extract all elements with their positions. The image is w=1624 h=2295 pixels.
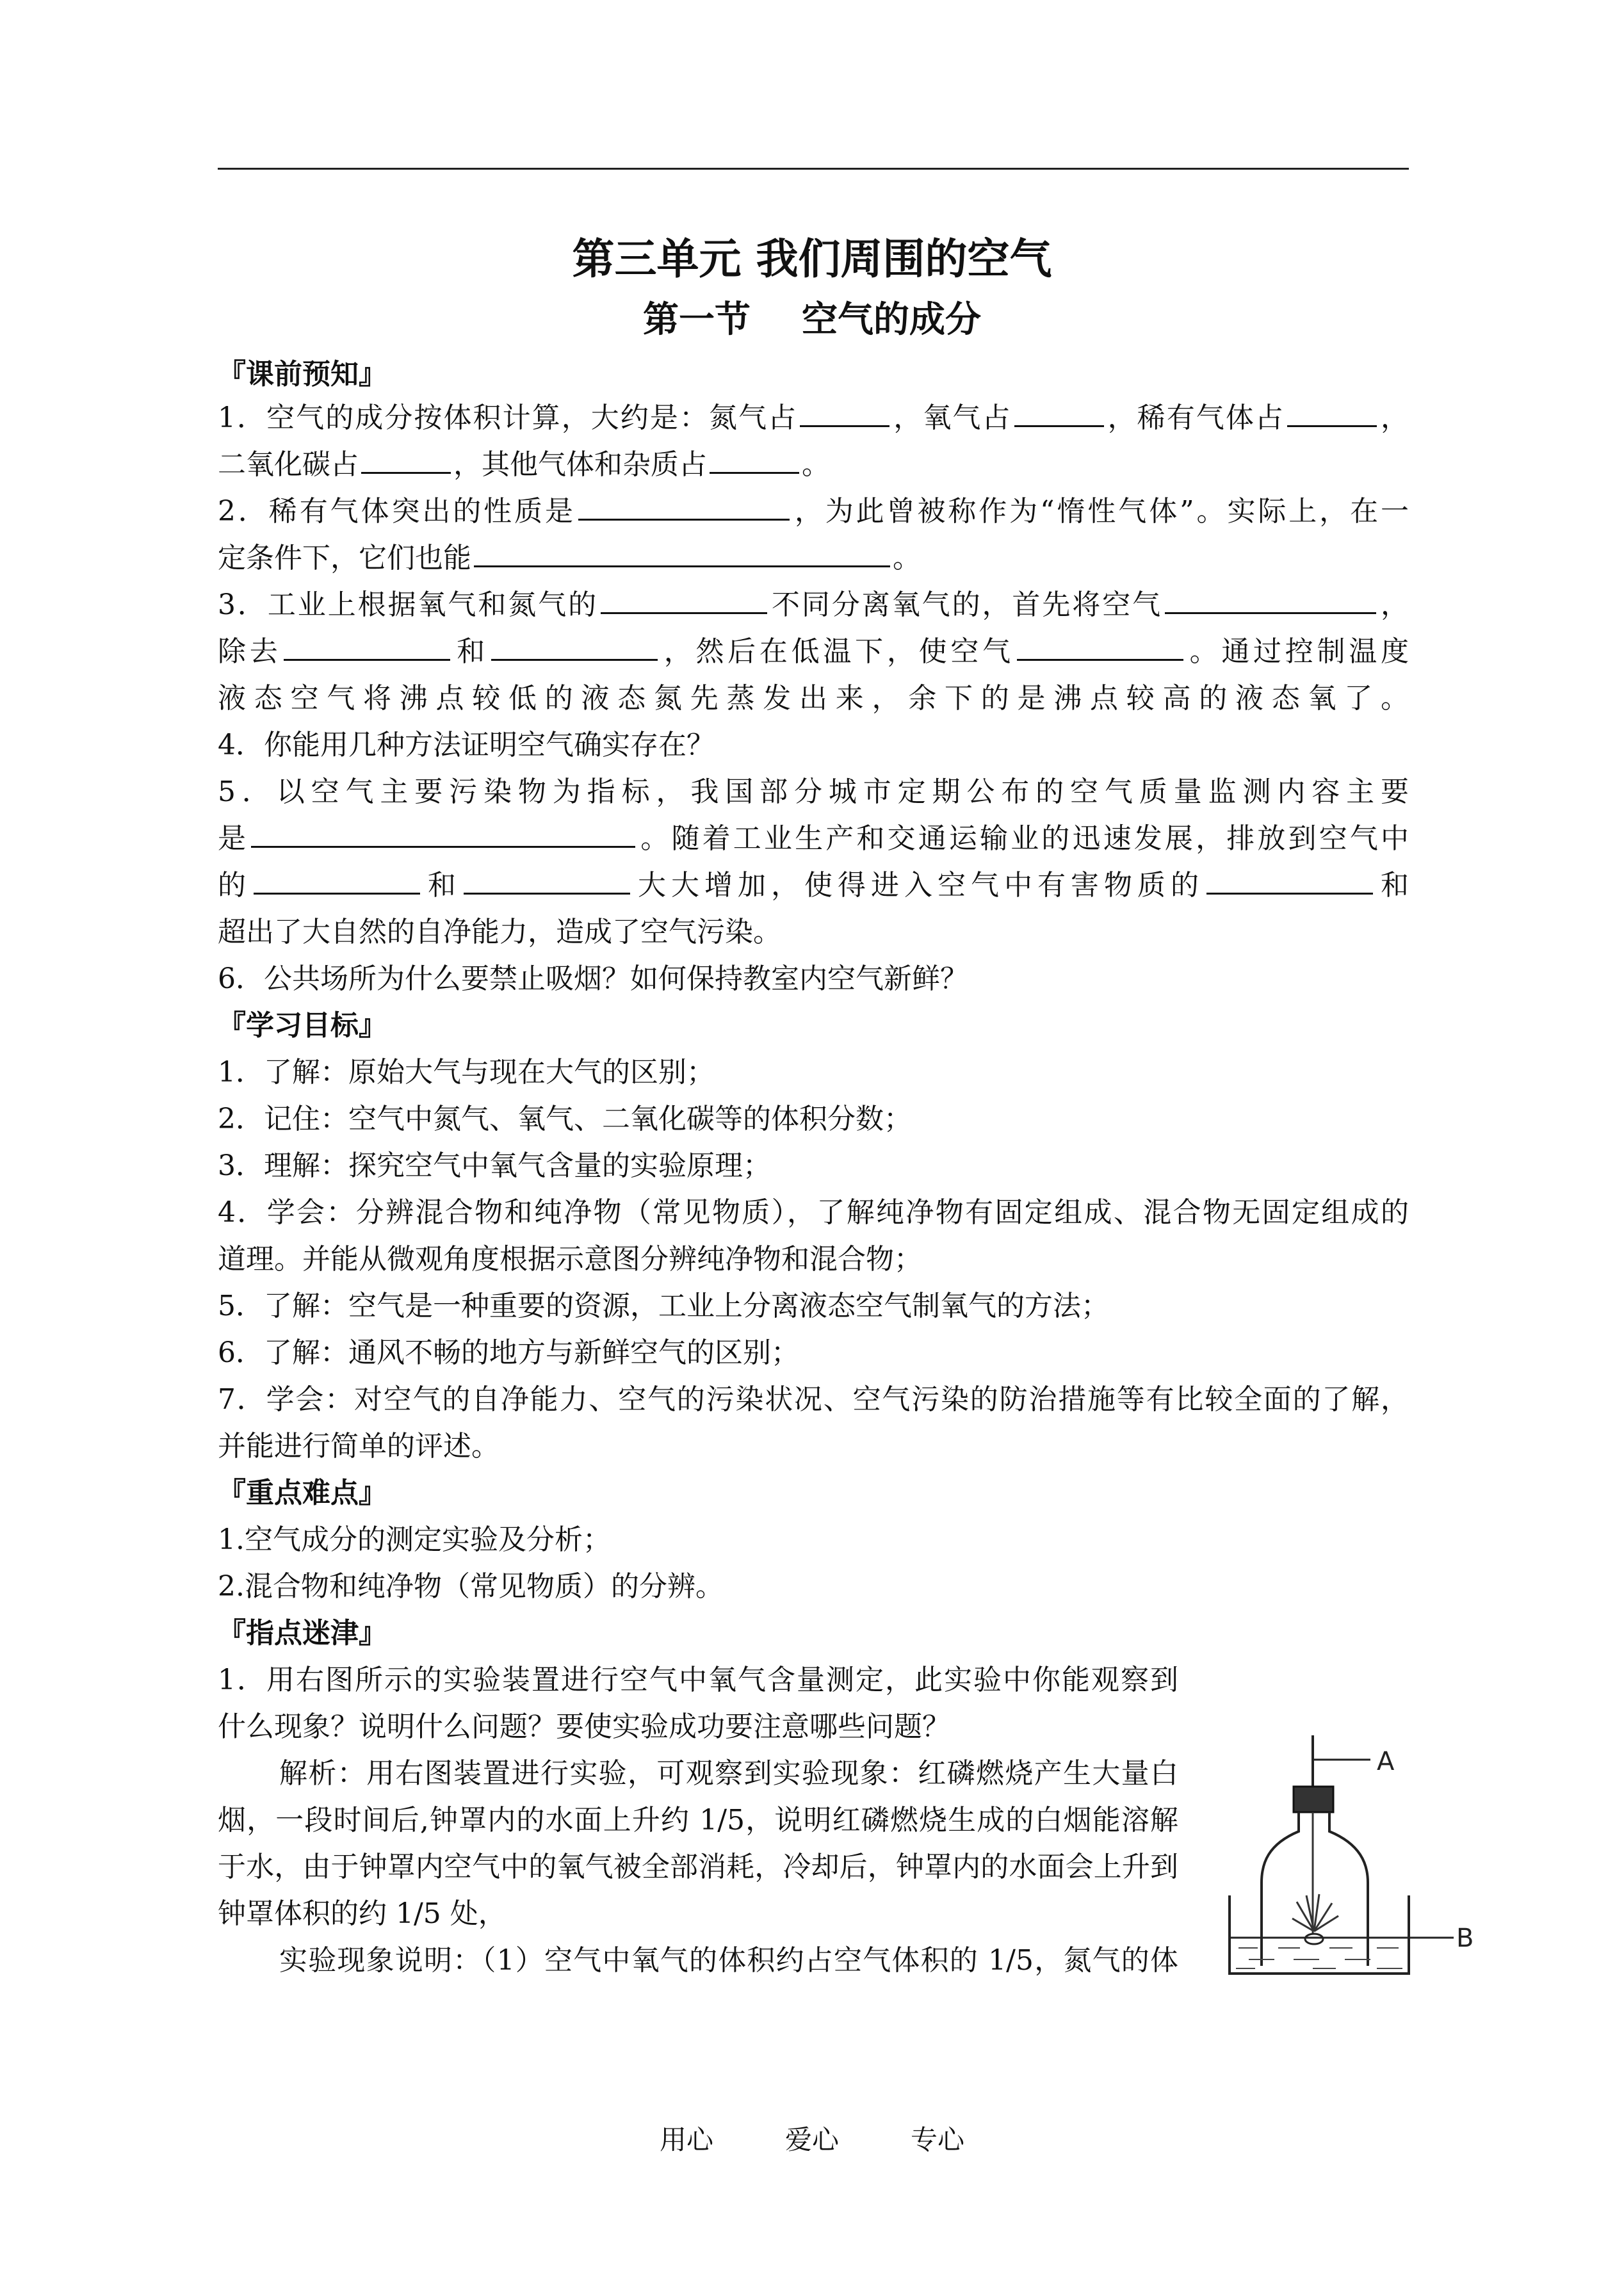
analysis-line-3: 于水，由于钟罩内空气中的氧气被全部消耗，冷却后，钟罩内的水面会上升到 bbox=[218, 1851, 1178, 1883]
fill-blank bbox=[491, 658, 658, 661]
analysis-line-2: 烟，一段时间后,钟罩内的水面上升约 1/5，说明红磷燃烧生成的白烟能溶解 bbox=[218, 1804, 1178, 1837]
fill-blank bbox=[361, 471, 451, 474]
footer-motto-3: 专心 bbox=[911, 2124, 965, 2155]
figure-label-a: A bbox=[1377, 1747, 1395, 1776]
fill-blank bbox=[601, 612, 767, 614]
heading-preview: 『课前预知』 bbox=[218, 358, 387, 391]
question-5-line-3: 的 和 大大增加，使得进入空气中有害物质的 和 bbox=[218, 869, 1409, 902]
question-3-line-2: 除去 和 ，然后在低温下，使空气 。通过控制温度 bbox=[218, 635, 1409, 668]
question-2-line-2: 定条件下，它们也能 。 bbox=[218, 542, 921, 574]
question-4: 4．你能用几种方法证明空气确实存在？ bbox=[218, 729, 715, 761]
heading-guide: 『指点迷津』 bbox=[218, 1617, 387, 1650]
question-5-line-4: 超出了大自然的自净能力，造成了空气污染。 bbox=[218, 916, 781, 948]
section-number: 第一节 bbox=[643, 299, 751, 341]
question-5-line-1: 5．以空气主要污染物为指标，我国部分城市定期公布的空气质量监测内容主要 bbox=[218, 775, 1409, 808]
figure-label-b: B bbox=[1456, 1924, 1474, 1953]
section-title bbox=[0, 296, 1624, 345]
guide-question-line-2: 什么现象？说明什么问题？要使实验成功要注意哪些问题？ bbox=[218, 1710, 950, 1743]
question-3-line-3: 液态空气将沸点较低的液态氮先蒸发出来，余下的是沸点较高的液态氧了。 bbox=[218, 682, 1409, 715]
goal-1: 1．了解：原始大气与现在大气的区别； bbox=[218, 1056, 715, 1089]
footer-motto-1: 用心 bbox=[659, 2124, 713, 2155]
fill-blank bbox=[464, 892, 630, 895]
goal-3: 3．理解：探究空气中氧气含量的实验原理； bbox=[218, 1149, 771, 1182]
fill-blank bbox=[1287, 425, 1377, 427]
fill-blank bbox=[284, 658, 450, 661]
guide-question-line-1: 1．用右图所示的实验装置进行空气中氧气含量测定，此实验中你能观察到 bbox=[218, 1664, 1178, 1696]
fill-blank bbox=[710, 471, 799, 474]
goal-5: 5．了解：空气是一种重要的资源，工业上分离液态空气制氧气的方法； bbox=[218, 1290, 1109, 1322]
analysis-line-1: 解析：用右图装置进行实验，可观察到实验现象：红磷燃烧产生大量白 bbox=[279, 1757, 1178, 1790]
fill-blank bbox=[251, 845, 635, 848]
explanation-line-1: 实验现象说明：（1）空气中氧气的体积约占空气体积的 1/5，氮气的体 bbox=[279, 1944, 1178, 1977]
bell-jar-apparatus-figure bbox=[1217, 1723, 1486, 1979]
heading-goals: 『学习目标』 bbox=[218, 1009, 387, 1042]
goal-7-line-2: 并能进行简单的评述。 bbox=[218, 1430, 499, 1463]
fill-blank bbox=[254, 892, 420, 895]
footer-motto-2: 爱心 bbox=[784, 2124, 839, 2155]
page-title: 第三单元 我们周围的空气 bbox=[572, 234, 1052, 284]
question-5-line-2: 是 。随着工业生产和交通运输业的迅速发展，排放到空气中 bbox=[218, 822, 1409, 855]
section-name: 空气的成分 bbox=[802, 299, 981, 341]
fill-blank bbox=[800, 425, 889, 427]
goal-7-line-1: 7．学会：对空气的自净能力、空气的污染状况、空气污染的防治措施等有比较全面的了解， bbox=[218, 1383, 1409, 1416]
fill-blank bbox=[1206, 892, 1373, 895]
page-footer bbox=[0, 2121, 1624, 2159]
fill-blank bbox=[1165, 612, 1376, 614]
question-6: 6．公共场所为什么要禁止吸烟？如何保持教室内空气新鲜？ bbox=[218, 962, 968, 995]
fill-blank bbox=[474, 565, 890, 567]
heading-keypoints: 『重点难点』 bbox=[218, 1477, 387, 1509]
goal-6: 6．了解：通风不畅的地方与新鲜空气的区别； bbox=[218, 1336, 799, 1369]
question-2-line-1: 2．稀有气体突出的性质是 ，为此曾被称作为“惰性气体”。实际上，在一 bbox=[218, 495, 1409, 528]
fill-blank bbox=[1017, 658, 1183, 661]
keypoint-1: 1.空气成分的测定实验及分析； bbox=[218, 1523, 611, 1556]
question-3-line-1: 3．工业上根据氧气和氮气的 不同分离氧气的，首先将空气 ， bbox=[218, 588, 1409, 621]
goal-2: 2．记住：空气中氮气、氧气、二氧化碳等的体积分数； bbox=[218, 1103, 912, 1135]
question-1-line-1: 1．空气的成分按体积计算，大约是：氮气占 ，氧气占 ，稀有气体占 ， bbox=[218, 401, 1409, 434]
fill-blank bbox=[1014, 425, 1104, 427]
goal-4-line-1: 4．学会：分辨混合物和纯净物（常见物质），了解纯净物有固定组成、混合物无固定组成的 bbox=[218, 1196, 1409, 1229]
goal-4-line-2: 道理。并能从微观角度根据示意图分辨纯净物和混合物； bbox=[218, 1243, 922, 1276]
analysis-line-4: 钟罩体积的约 1/5 处， bbox=[218, 1897, 507, 1930]
keypoint-2: 2.混合物和纯净物（常见物质）的分辨。 bbox=[218, 1570, 724, 1603]
fill-blank bbox=[578, 518, 790, 521]
top-rule bbox=[218, 168, 1409, 170]
question-1-line-2: 二氧化碳占 ，其他气体和杂质占 。 bbox=[218, 448, 830, 481]
